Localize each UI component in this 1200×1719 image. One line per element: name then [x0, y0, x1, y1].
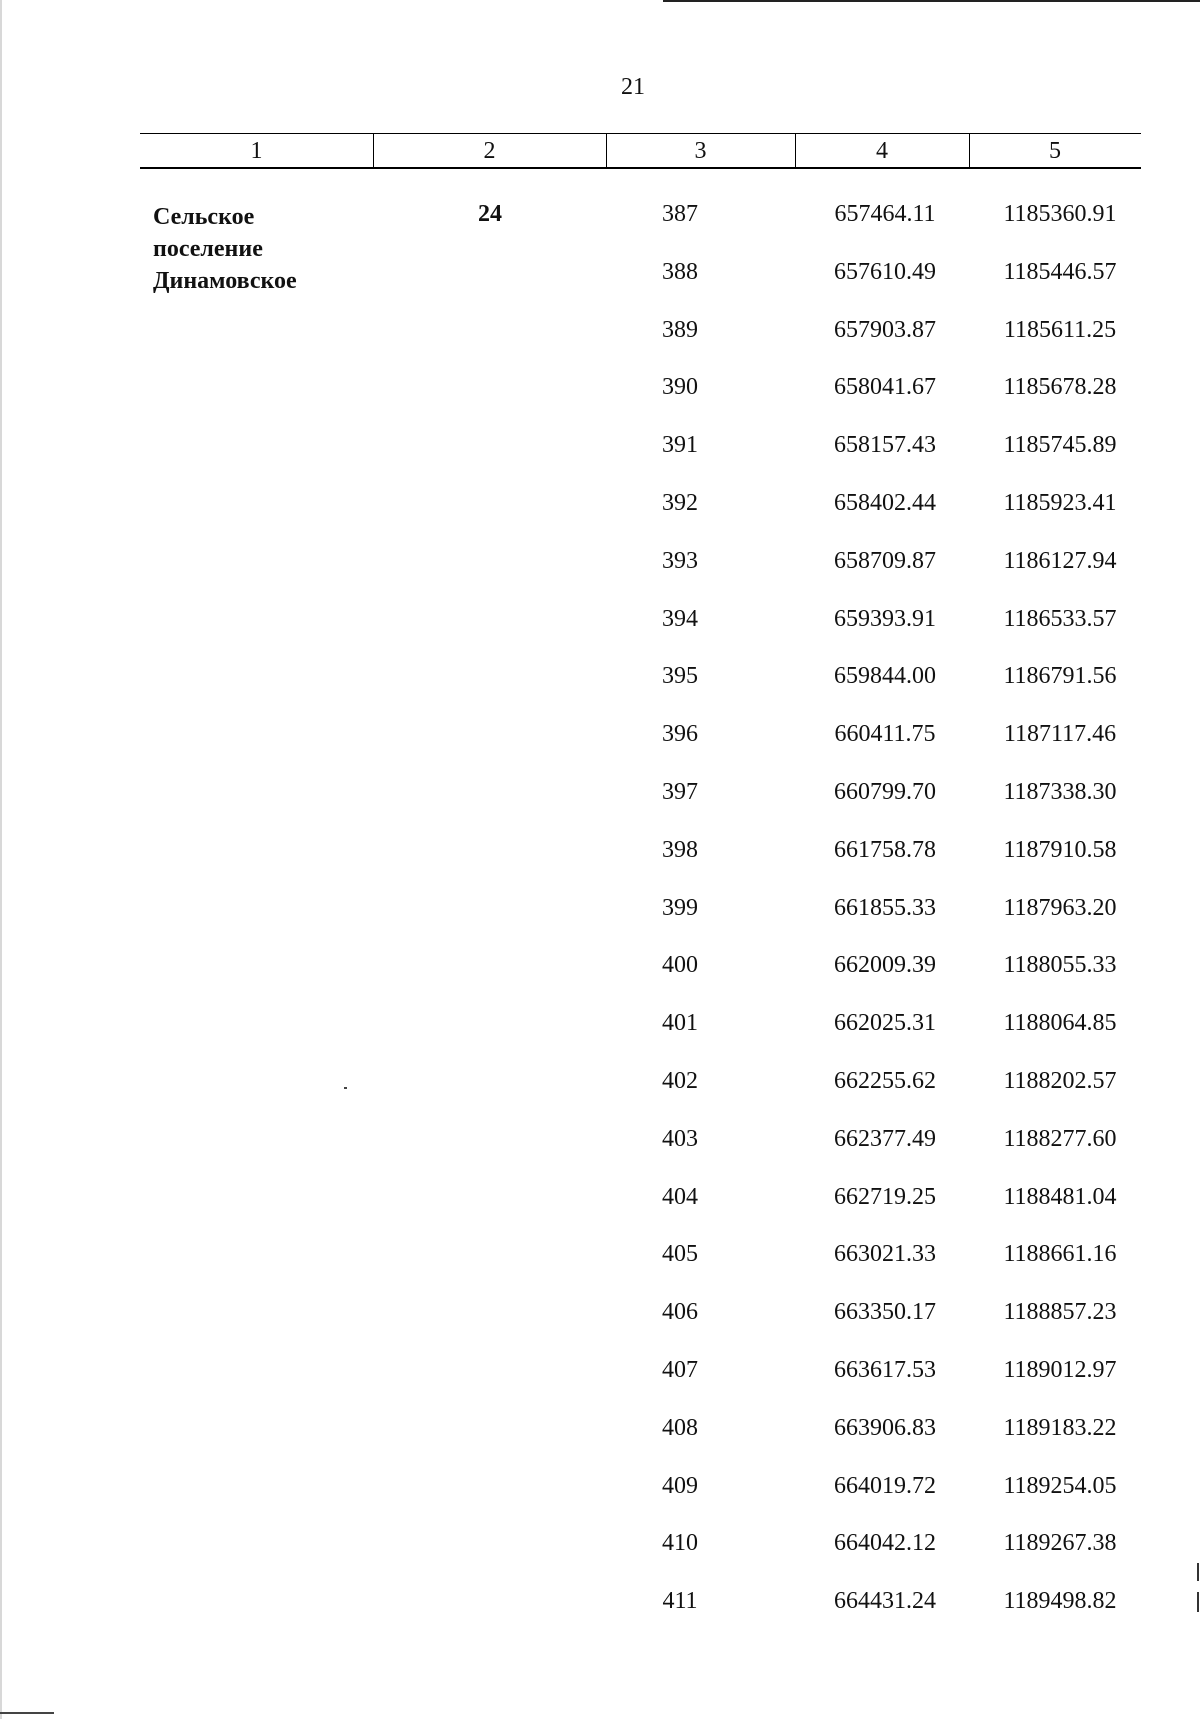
- point-number: 393: [662, 547, 698, 574]
- coordinate-y: 1189498.82: [1003, 1588, 1117, 1615]
- coordinate-x: 662255.62: [834, 1068, 936, 1094]
- coordinate-x: 662009.39: [834, 952, 936, 979]
- table-row: [0, 1357, 1200, 1387]
- coordinate-y: 1186533.57: [1003, 605, 1117, 632]
- coordinate-y: 1185446.57: [1003, 258, 1117, 285]
- coordinate-y: 1188064.85: [1003, 1010, 1117, 1037]
- coordinate-x: 662719.25: [834, 1183, 936, 1210]
- point-number: 390: [662, 374, 698, 401]
- point-number: 388: [662, 258, 698, 285]
- coordinate-y: 1187338.30: [1003, 779, 1117, 805]
- point-number: 395: [662, 663, 698, 690]
- table-row: [0, 1126, 1200, 1156]
- table-row: [0, 1299, 1200, 1329]
- table-row: [0, 201, 1200, 231]
- column-header-2: 2: [483, 138, 496, 164]
- coordinate-x: 663617.53: [834, 1357, 936, 1383]
- table-row: [0, 1473, 1200, 1503]
- point-number: 406: [662, 1299, 698, 1326]
- coordinate-x: 661758.78: [834, 836, 936, 863]
- coordinate-x: 662025.31: [834, 1010, 936, 1037]
- coordinate-y: 1185360.91: [1003, 201, 1117, 227]
- table-row: [0, 1530, 1200, 1560]
- column-header-3: 3: [694, 138, 707, 164]
- point-number: 402: [662, 1068, 698, 1094]
- column-header-5: 5: [1049, 138, 1061, 164]
- coordinate-y: 1188202.57: [1003, 1068, 1117, 1094]
- point-number: 387: [662, 201, 698, 227]
- table-row: [0, 663, 1200, 693]
- coordinate-x: 658157.43: [834, 432, 936, 459]
- coordinate-y: 1186791.56: [1003, 663, 1117, 690]
- table-row: [0, 374, 1200, 404]
- table-row: [0, 606, 1200, 636]
- table-row: [0, 952, 1200, 982]
- table-row: [0, 837, 1200, 867]
- table-row: [0, 259, 1200, 289]
- point-number: 397: [662, 779, 698, 805]
- point-number: 389: [662, 316, 698, 343]
- coordinate-y: 1188661.16: [1003, 1241, 1117, 1268]
- point-number: 411: [662, 1588, 698, 1615]
- point-number: 401: [662, 1010, 698, 1037]
- settlement-name: Сельское поселение Динамовское: [153, 204, 297, 294]
- column-header-4: 4: [876, 138, 888, 164]
- coordinate-x: 664019.72: [834, 1472, 936, 1499]
- table-row: [0, 1010, 1200, 1040]
- point-number: 408: [662, 1414, 698, 1441]
- point-number: 394: [662, 605, 698, 632]
- coordinate-y: 1186127.94: [1003, 547, 1117, 574]
- coordinate-x: 658402.44: [834, 490, 936, 516]
- coordinate-y: 1185611.25: [1003, 316, 1117, 343]
- table-row: [0, 1184, 1200, 1214]
- coordinate-y: 1189254.05: [1003, 1472, 1117, 1499]
- coordinate-x: 659393.91: [834, 605, 936, 632]
- table-row: [0, 432, 1200, 462]
- point-number: 410: [662, 1530, 698, 1557]
- coordinate-y: 1188277.60: [1003, 1125, 1117, 1152]
- point-number: 409: [662, 1472, 698, 1499]
- coordinate-x: 664042.12: [834, 1530, 936, 1557]
- point-number: 400: [662, 952, 698, 979]
- coordinate-y: 1185678.28: [1003, 374, 1117, 401]
- coordinate-y: 1189267.38: [1003, 1530, 1117, 1557]
- scan-mark-right: [1197, 1563, 1199, 1581]
- table-row: [0, 490, 1200, 520]
- coordinate-y: 1188857.23: [1003, 1299, 1117, 1326]
- scan-edge-top: [663, 0, 1200, 2]
- coordinate-x: 657903.87: [834, 316, 936, 343]
- table-row: [0, 1241, 1200, 1271]
- table-row: [0, 317, 1200, 347]
- page-number: 21: [621, 74, 645, 100]
- coordinate-x: 660411.75: [834, 721, 936, 748]
- point-number: 396: [662, 721, 698, 748]
- column-header-1: 1: [250, 138, 263, 164]
- point-number: 407: [662, 1357, 698, 1383]
- coordinate-y: 1188481.04: [1003, 1183, 1117, 1210]
- coordinate-y: 1188055.33: [1003, 952, 1117, 979]
- coordinate-x: 662377.49: [834, 1125, 936, 1152]
- coordinate-y: 1189183.22: [1003, 1414, 1117, 1441]
- table-row: [0, 895, 1200, 925]
- coordinate-x: 657610.49: [834, 258, 936, 285]
- point-number: 404: [662, 1183, 698, 1210]
- coordinate-x: 663906.83: [834, 1414, 936, 1441]
- scan-mark-bottom: [0, 1712, 54, 1714]
- table-row: [0, 548, 1200, 578]
- point-number: 398: [662, 836, 698, 863]
- coordinate-x: 663350.17: [834, 1299, 936, 1326]
- table-row: [0, 721, 1200, 751]
- coordinate-x: 659844.00: [834, 663, 936, 690]
- coordinate-y: 1189012.97: [1003, 1357, 1117, 1383]
- point-number: 391: [662, 432, 698, 459]
- point-number: 399: [662, 894, 698, 921]
- coordinate-x: 657464.11: [834, 201, 936, 227]
- coordinate-y: 1185923.41: [1003, 490, 1117, 516]
- table-row: [0, 1588, 1200, 1618]
- coordinate-x: 661855.33: [834, 894, 936, 921]
- coordinate-y: 1185745.89: [1003, 432, 1117, 459]
- header-rule-top: [140, 133, 1141, 134]
- coordinate-x: 664431.24: [834, 1588, 936, 1615]
- settlement-code: 24: [478, 201, 502, 227]
- coordinate-x: 660799.70: [834, 779, 936, 805]
- coordinate-x: 658041.67: [834, 374, 936, 401]
- point-number: 405: [662, 1241, 698, 1268]
- header-rule-bottom: [140, 167, 1141, 169]
- point-number: 403: [662, 1125, 698, 1152]
- point-number: 392: [662, 490, 698, 516]
- coordinate-y: 1187910.58: [1003, 836, 1117, 863]
- table-row: [0, 1415, 1200, 1445]
- coordinate-x: 658709.87: [834, 547, 936, 574]
- table-row: [0, 779, 1200, 809]
- coordinate-x: 663021.33: [834, 1241, 936, 1268]
- table-row: [0, 1068, 1200, 1098]
- coordinate-y: 1187117.46: [1003, 721, 1117, 748]
- coordinate-y: 1187963.20: [1003, 894, 1117, 921]
